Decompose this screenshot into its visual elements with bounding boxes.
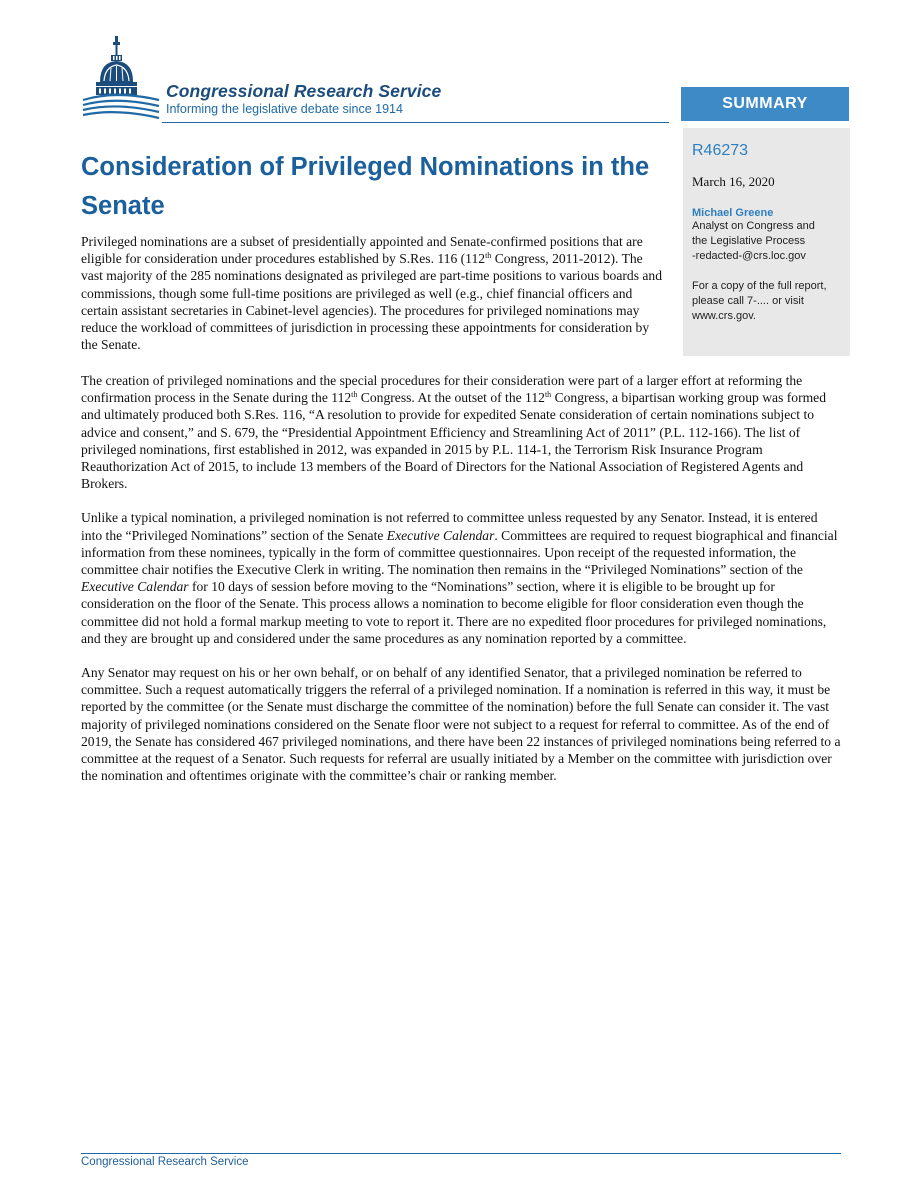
capitol-dome-icon <box>80 34 162 120</box>
text-run: Congress, a bipartisan working group was formed and ultimately produced both S.Res. 116, “A resolution to provide for expedited Senate consideration of certain nominations subject to advice and consent,” and S. 679, the “Presidential Appointment Efficiency and Streamlining Act of 2011” (P.L. 112-166). The list of privileged nominations, first established in 2012, was expanded in 2015 by P.L. 114-1, the Terrorism Risk Insurance Program Reauthorization Act of 2015, to include 13 members of the Board of Directors for the National Association of Registered Agents and Brokers. <box>81 390 827 492</box>
body-paragraph <box>81 372 841 492</box>
copy-note-line: please call 7-.... or visit <box>692 295 804 307</box>
superscript: th <box>485 251 492 261</box>
intro-paragraph <box>81 233 667 353</box>
text-run: Unlike a typical nomination, a privileged nomination is not referred to committee unless requested by any Senator. Instead, it is entered into the “Privileged Nominations” section of the Senate <box>81 510 818 543</box>
report-date: March 16, 2020 <box>692 174 775 189</box>
report-title: Consideration of Privileged Nominations in the Senate <box>81 153 650 220</box>
text-run: for 10 days of session before moving to the “Nominations” section, where it is eligible to be brought up for consideration on the floor of the Senate. This process allows a nomination to become eligible for floor consideration even though the committee did not hold a formal markup meeting to vote to report it. There are no expedited floor procedures for privileged nominations, and they are brought up and considered under the same procedures as any nomination reported by a committee. <box>81 579 827 646</box>
footer-divider <box>81 1153 841 1154</box>
report-number: R46273 <box>692 142 749 159</box>
copy-note <box>692 279 842 324</box>
author-title-line: Analyst on Congress and <box>692 220 815 232</box>
summary-body <box>81 372 841 801</box>
text-run: . Committees are required to request biographical and financial information from these nominees, typically in the form of committee questionnaires. Upon receipt of the requested information, the committee chair notifies the Executive Clerk in writing. The nomination then remains in the “Privileged Nominations” section of the <box>81 527 838 578</box>
summary-sidebar <box>683 128 850 356</box>
org-tagline: Informing the legislative debate since 1914 <box>166 102 403 116</box>
body-paragraph: Any Senator may request on his or her own behalf, or on behalf of any identified Senator, that a privileged nomination be referred to committee. Such a request automatically triggers the referral of a privileged nomination. If a nomination is referred in this way, it must be reported by the committee (or the Senate must discharge the committee of the nomination) before the full Senate can consider it. The vast majority of privileged nominations considered on the Senate floor were not subject to a request for referral to committee. As of the end of 2019, the Senate has considered 467 privileged nominations, and there have been 22 instances of privileged nominations being referred to a committee at the request of a Senator. Such requests for referral are usually initiated by a Member on the committee with jurisdiction over the nomination and oftentimes originate with the committee’s chair or ranking member. <box>81 665 841 784</box>
summary-label: SUMMARY <box>681 87 849 121</box>
header-divider <box>162 122 669 123</box>
text-run: Congress. At the outset of the 112 <box>357 390 545 406</box>
body-paragraph <box>81 509 841 647</box>
copy-note-line: For a copy of the full report, <box>692 280 827 292</box>
author-email[interactable]: -redacted-@crs.loc.gov <box>692 250 806 262</box>
superscript: th <box>544 390 552 400</box>
org-name: Congressional Research Service <box>166 81 442 101</box>
text-run: Congress, 2011-2012). The vast majority of the 285 nominations designated as privileged are part-time positions to various boards and commissions, though some full-time positions are privileged as well (e.g., chief financial officers and certain assistant secretaries in Cabinet-level agencies). The procedures for privileged nominations may reduce the workload of committees of jurisdiction in processing these appointments for consideration by the Senate. <box>81 251 663 353</box>
superscript: th <box>351 390 358 400</box>
crs-logo <box>80 34 680 124</box>
copy-note-website[interactable]: www.crs.gov. <box>692 310 756 322</box>
author-title-line: the Legislative Process <box>692 235 806 247</box>
text-run: The creation of privileged nominations and the special procedures for their consideration were part of a larger effort at reforming the confirmation process in the Senate during the 112 <box>81 373 803 406</box>
italic-title: Executive Calendar <box>81 579 189 595</box>
text-run: Privileged nominations are a subset of presidentially appointed and Senate-confirmed positions that are eligible for consideration under procedures established by S.Res. 116 (112 <box>81 234 643 267</box>
italic-title: Executive Calendar <box>386 527 495 543</box>
author-name: Michael Greene <box>692 207 774 219</box>
footer-text: Congressional Research Service <box>81 1156 249 1168</box>
